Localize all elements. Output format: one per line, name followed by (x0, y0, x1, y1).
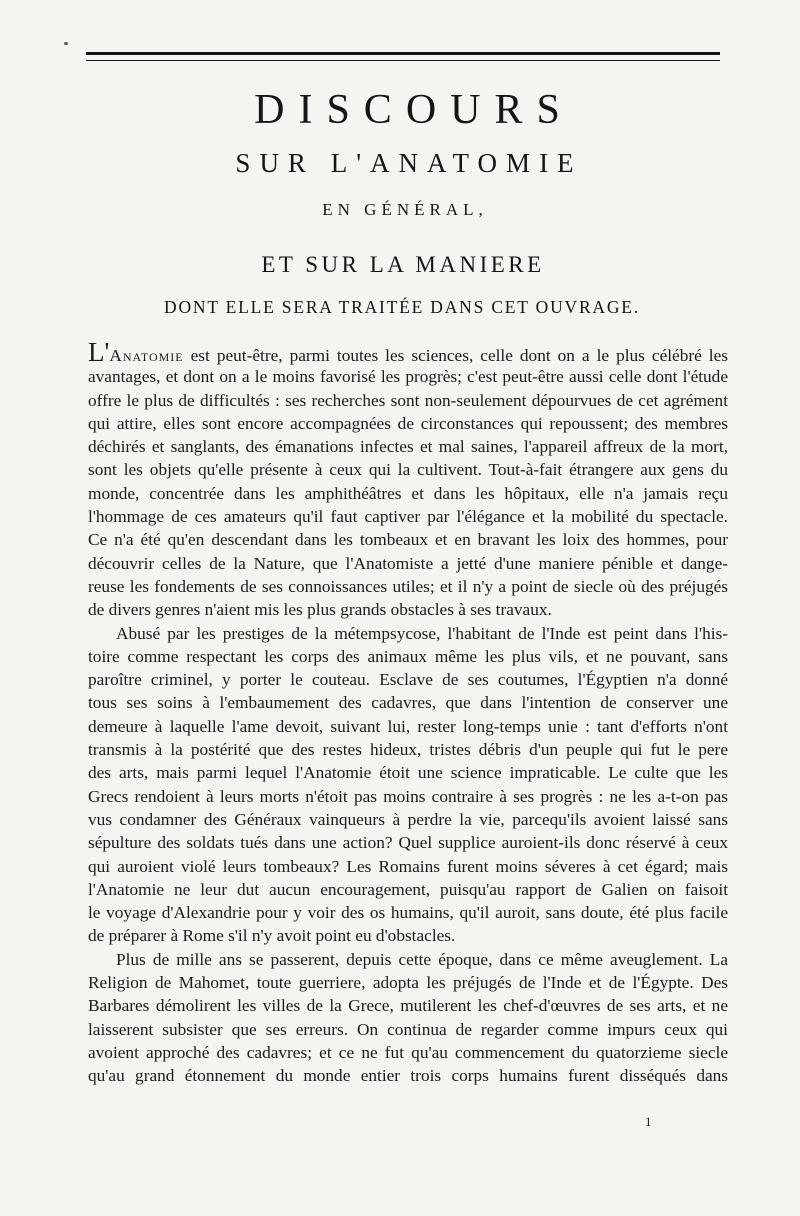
paragraph-2 (88, 622, 728, 948)
paragraph-line: demeure à laquelle l'ame devoit, suivant lui, rester long-temps unie : tant d'efforts n'ont (88, 716, 728, 736)
paragraph-line: l'Anatomie ne leur dut aucun encouragement, puisqu'au rapport de Galien on faisoit (88, 879, 728, 899)
title-en-general: EN GÉNÉRAL, (322, 200, 488, 219)
paragraph-line: Ce n'a été qu'en descendant dans les tombeaux et en bravant les loix des hommes, pour (88, 530, 728, 550)
paragraph-line: avantages, et dont on a le moins favorisé les progrès; c'est peut-être aussi celle dont l'étude (88, 367, 728, 387)
paragraph-line: qui attire, elles sont encore accompagnées de circonstances qui repoussent; des membres (88, 413, 728, 433)
paragraph-line: qui auroient violé leurs tombeaux? Les Romains furent moins séveres à cet égard; mais (88, 856, 728, 876)
drop-cap: L' (88, 337, 110, 367)
paragraph-line: Religion de Mahomet, toute guerriere, adopta les préjugés de l'Inde et de l'Égypte. Des (88, 973, 728, 993)
paragraph-3 (88, 948, 728, 1088)
paragraph-line: paroître criminel, y porter le couteau. Esclave de ses coutumes, l'Égyptien n'a donné (88, 670, 728, 690)
first-line-text: est peut-être, parmi toutes les sciences, celle dont on a le plus célébré les (183, 346, 728, 365)
paragraph-line: Grecs rendoient à leurs morts n'étoit pas moins contraire à ses progrès : ne les a-t-on pas (88, 786, 728, 806)
title-discours: DISCOURS (254, 87, 574, 133)
title-dont-elle: DONT ELLE SERA TRAITÉE DANS CET OUVRAGE. (164, 297, 640, 317)
paragraph-line: offre le plus de difficultés : ses recherches sont non-seulement dépourvues de cet agrément (88, 390, 728, 410)
title-sur-anatomie: SUR L'ANATOMIE (235, 148, 583, 178)
paragraph-line: monde, concentrée dans les amphithéâtres et dans les hôpitaux, elle n'a jamais reçu (88, 483, 728, 503)
paragraph-line: reuse les fondements de ses connoissances utiles; et il n'y a point de siecle où des préjugés (88, 576, 728, 596)
paragraph-line: des arts, mais parmi lequel l'Anatomie étoit une science impraticable. Le culte que les (88, 763, 728, 783)
paragraph-line: tous ses soins à l'embaumement des cadavres, que dans l'intention de conserver une (88, 693, 728, 713)
paragraph-line (88, 337, 728, 367)
paragraph-line: sont les objets qu'elle présente à ceux qui la cultivent. Tout-à-fait étrangere aux gens du (88, 460, 728, 480)
title-et-sur-la-maniere: ET SUR LA MANIERE (261, 252, 545, 277)
body-text (88, 337, 728, 1088)
paragraph-line: avoient approché des cadavres; et ce ne fut qu'au commencement du quatorzieme siecle (88, 1042, 728, 1062)
paragraph-line: qu'au grand étonnement du monde entier trois corps humains furent disséqués dans (88, 1066, 728, 1086)
paragraph-1 (88, 365, 728, 621)
paragraph-line: transmis à la postérité que des restes hideux, tristes débris d'un peuple qui fut le pere (88, 740, 728, 760)
paragraph-line: le voyage d'Alexandrie pour y voir des os humains, qu'il auroit, sans doute, été plus facile (88, 903, 728, 923)
page-number: 1 (645, 1114, 652, 1129)
paragraph-line: laisserent subsister que ses erreurs. On continua de regarder comme impurs ceux qui (88, 1019, 728, 1039)
paragraph-line: toire comme respectant les corps des animaux même les plus vils, et ne pouvant, sans (88, 646, 728, 666)
paragraph-line: vus condamner des Généraux vainqueurs à perdre la vie, parcequ'ils avoient laissé sans (88, 809, 728, 829)
paragraph-line: de divers genres n'aient mis les plus grands obstacles à ses travaux. (88, 600, 552, 620)
paragraph-line: de préparer à Rome s'il n'y avoit point eu d'obstacles. (88, 926, 456, 946)
paragraph-line: déchirés et sanglants, des émanations infectes et mal saines, l'appareil affreux de la mort, (88, 437, 728, 457)
paragraph-line: sépulture des soldats tués dans une action? Quel supplice auroient-ils donc réservé à ceux (88, 833, 728, 853)
paragraph-line: Plus de mille ans se passerent, depuis cette époque, dans ce même aveuglement. La (116, 949, 728, 969)
ink-speck (64, 42, 68, 45)
paragraph-line: découvrir celles de la Nature, que l'Anatomiste a jetté d'une maniere pénible et dange- (88, 553, 728, 573)
small-caps-word: Anatomie (109, 346, 184, 365)
paragraph-line: Abusé par les prestiges de la métempsycose, l'habitant de l'Inde est peint dans l'his- (116, 623, 728, 643)
paragraph-line: Barbares démolirent les villes de la Grece, mutilerent les chef-d'œuvres de ses arts, et ne (88, 996, 728, 1016)
paragraph-line: l'hommage de ces amateurs qu'il faut captiver par l'élégance et la mobilité du spectacle. (88, 507, 728, 527)
header-rule-thin (86, 60, 720, 61)
header-rule-thick (86, 52, 720, 55)
